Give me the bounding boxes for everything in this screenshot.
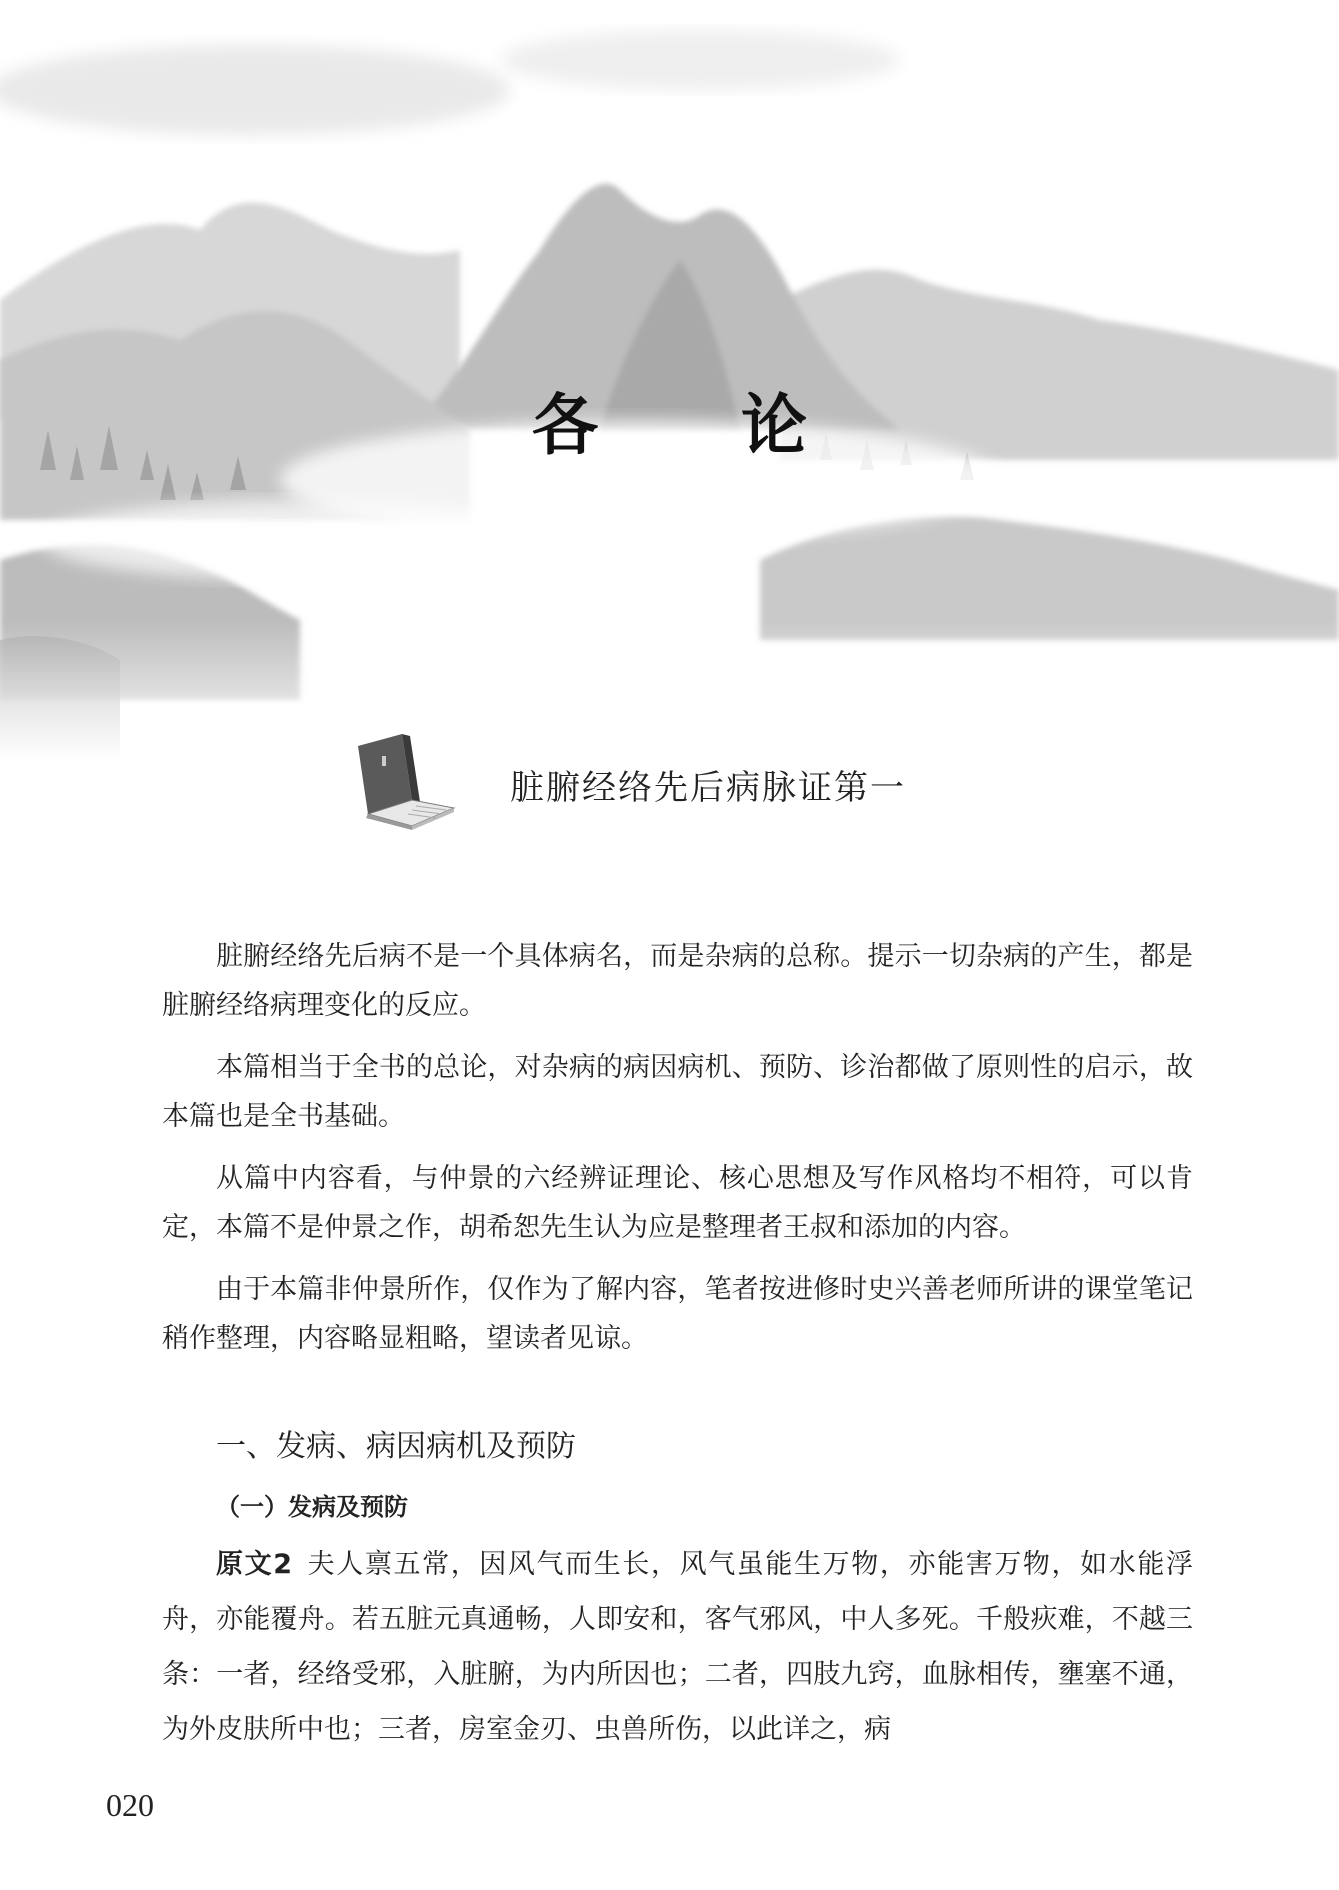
part-title: 各 论 <box>532 387 867 464</box>
paragraph: 从篇中内容看，与仲景的六经辨证理论、核心思想及写作风格均不相符，可以肯定，本篇不是仲景之作，胡希恕先生认为应是整理者王叔和添加的内容。 <box>162 1163 1193 1243</box>
body-text <box>162 932 1193 1376</box>
original-text: 夫人禀五常，因风气而生长，风气虽能生万物，亦能害万物，如水能浮舟，亦能覆舟。若五脏元真通畅，人即安和，客气邪风，中人多死。千般疢难，不越三条：一者，经络受邪，入脏腑，为内所因也；二者，四肢九窍，血脉相传，壅塞不通，为外皮肤所中也；三者，房室金刃、虫兽所伤，以此详之，病 <box>162 1549 1193 1745</box>
subsection-heading: （一）发病及预防 <box>216 1493 408 1521</box>
section-heading: 一、发病、病因病机及预防 <box>216 1429 576 1464</box>
original-text-paragraph <box>162 1537 1193 1757</box>
original-label: 原文2 <box>216 1549 293 1580</box>
page-number: 020 <box>106 1787 154 1823</box>
book-icon <box>350 728 460 832</box>
paragraph: 脏腑经络先后病不是一个具体病名，而是杂病的总称。提示一切杂病的产生，都是脏腑经络病理变化的反应。 <box>162 941 1193 1021</box>
paragraph: 本篇相当于全书的总论，对杂病的病因病机、预防、诊治都做了原则性的启示，故本篇也是全书基础。 <box>162 1052 1193 1132</box>
paragraph: 由于本篇非仲景所作，仅作为了解内容，笔者按进修时史兴善老师所讲的课堂笔记稍作整理，内容略显粗略，望读者见谅。 <box>162 1274 1193 1354</box>
chapter-title: 脏腑经络先后病脉证第一 <box>510 768 906 808</box>
